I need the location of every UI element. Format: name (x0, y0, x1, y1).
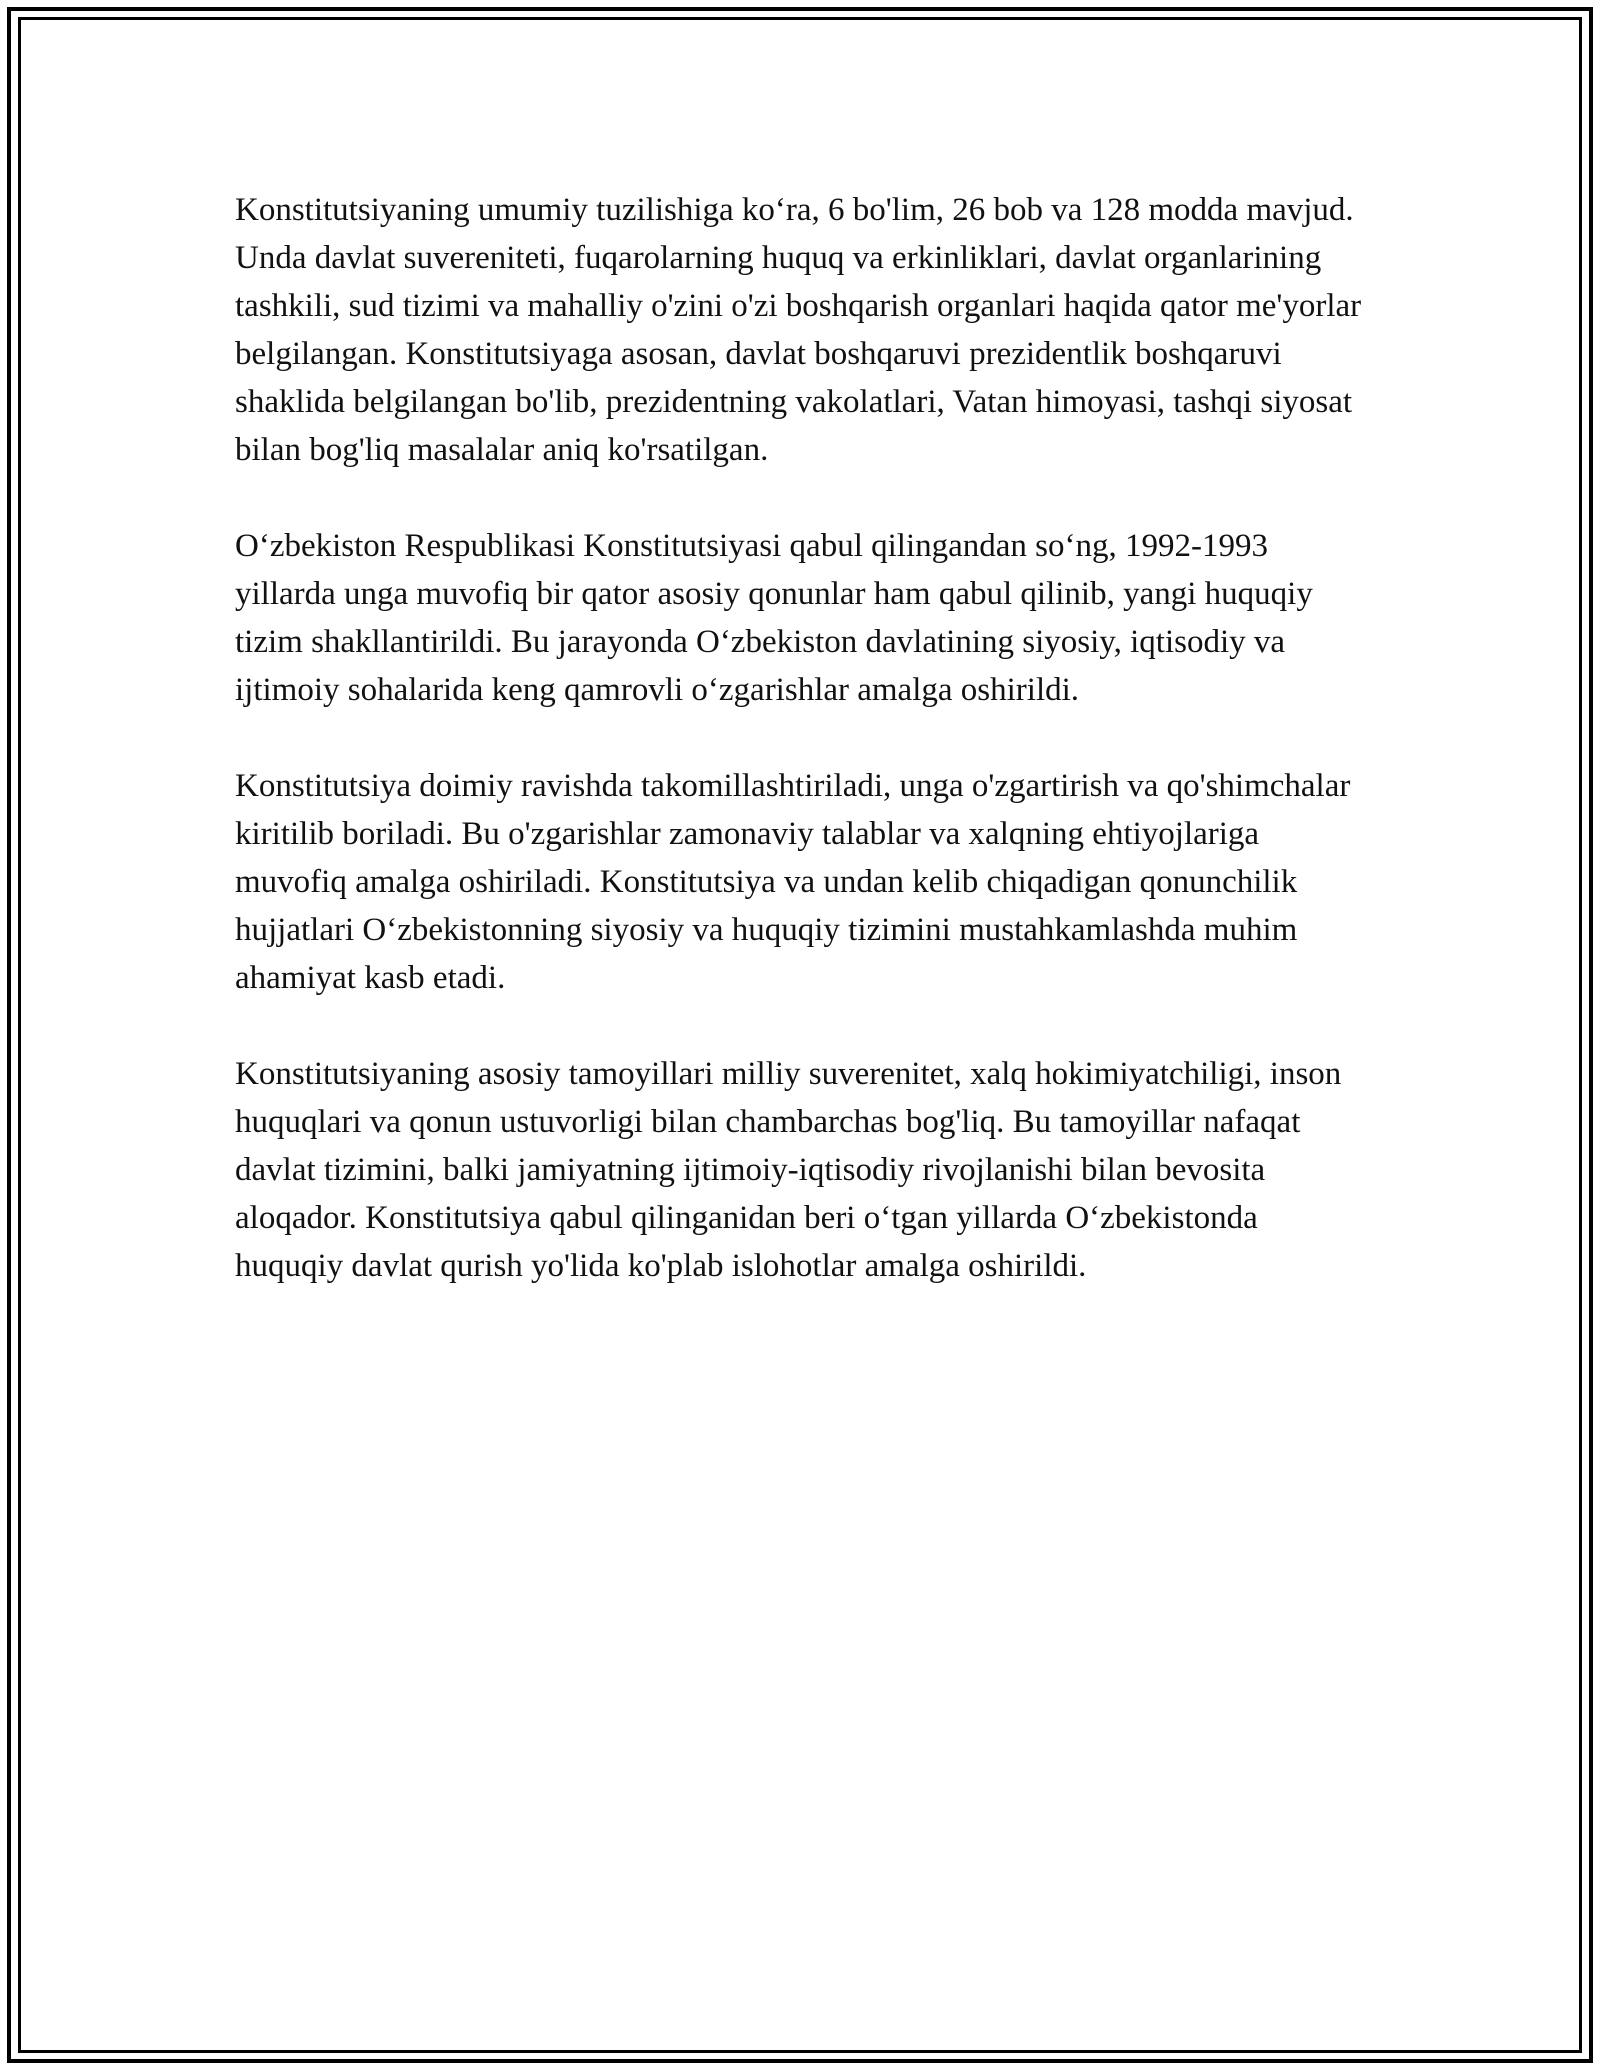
paragraph-amendments: Konstitutsiya doimiy ravishda takomillashtiriladi, unga o'zgartirish va qo'shimchalar kiritilib boriladi. Bu o'zgarishlar zamonaviy talablar va xalqning ehtiyojlariga muvofiq amalga oshiriladi. Konstitutsiya va undan kelib chiqadigan qonunchilik hujjatlari O‘zbekistonning siyosiy va huquqiy tizimini mustahkamlashda muhim ahamiyat kasb etadi. (235, 768, 1351, 996)
document-body (235, 186, 1370, 1338)
paragraph-adoption: O‘zbekiston Respublikasi Konstitutsiyasi qabul qilingandan so‘ng, 1992-1993 yillarda unga muvofiq bir qator asosiy qonunlar ham qabul qilinib, yangi huquqiy tizim shakllantirildi. Bu jarayonda O‘zbekiston davlatining siyosiy, iqtisodiy va ijtimoiy sohalarida keng qamrovli o‘zgarishlar amalga oshirildi. (235, 528, 1313, 708)
paragraph-principles: Konstitutsiyaning asosiy tamoyillari milliy suverenitet, xalq hokimiyatchiligi, inson huquqlari va qonun ustuvorligi bilan chambarchas bog'liq. Bu tamoyillar nafaqat davlat tizimini, balki jamiyatning ijtimoiy-iqtisodiy rivojlanishi bilan bevosita aloqador. Konstitutsiya qabul qilinganidan beri o‘tgan yillarda O‘zbekistonda huquqiy davlat qurish yo'lida ko'plab islohotlar amalga oshirildi. (235, 1056, 1342, 1284)
paragraph-structure: Konstitutsiyaning umumiy tuzilishiga ko‘ra, 6 bo'lim, 26 bob va 128 modda mavjud. Unda davlat suvereniteti, fuqarolarning huquq va erkinliklari, davlat organlarining tashkili, sud tizimi va mahalliy o'zini o'zi boshqarish organlari haqida qator me'yorlar belgilangan. Konstitutsiyaga asosan, davlat boshqaruvi prezidentlik boshqaruvi shaklida belgilangan bo'lib, prezidentning vakolatlari, Vatan himoyasi, tashqi siyosat bilan bog'liq masalalar aniq ko'rsatilgan. (235, 192, 1362, 468)
